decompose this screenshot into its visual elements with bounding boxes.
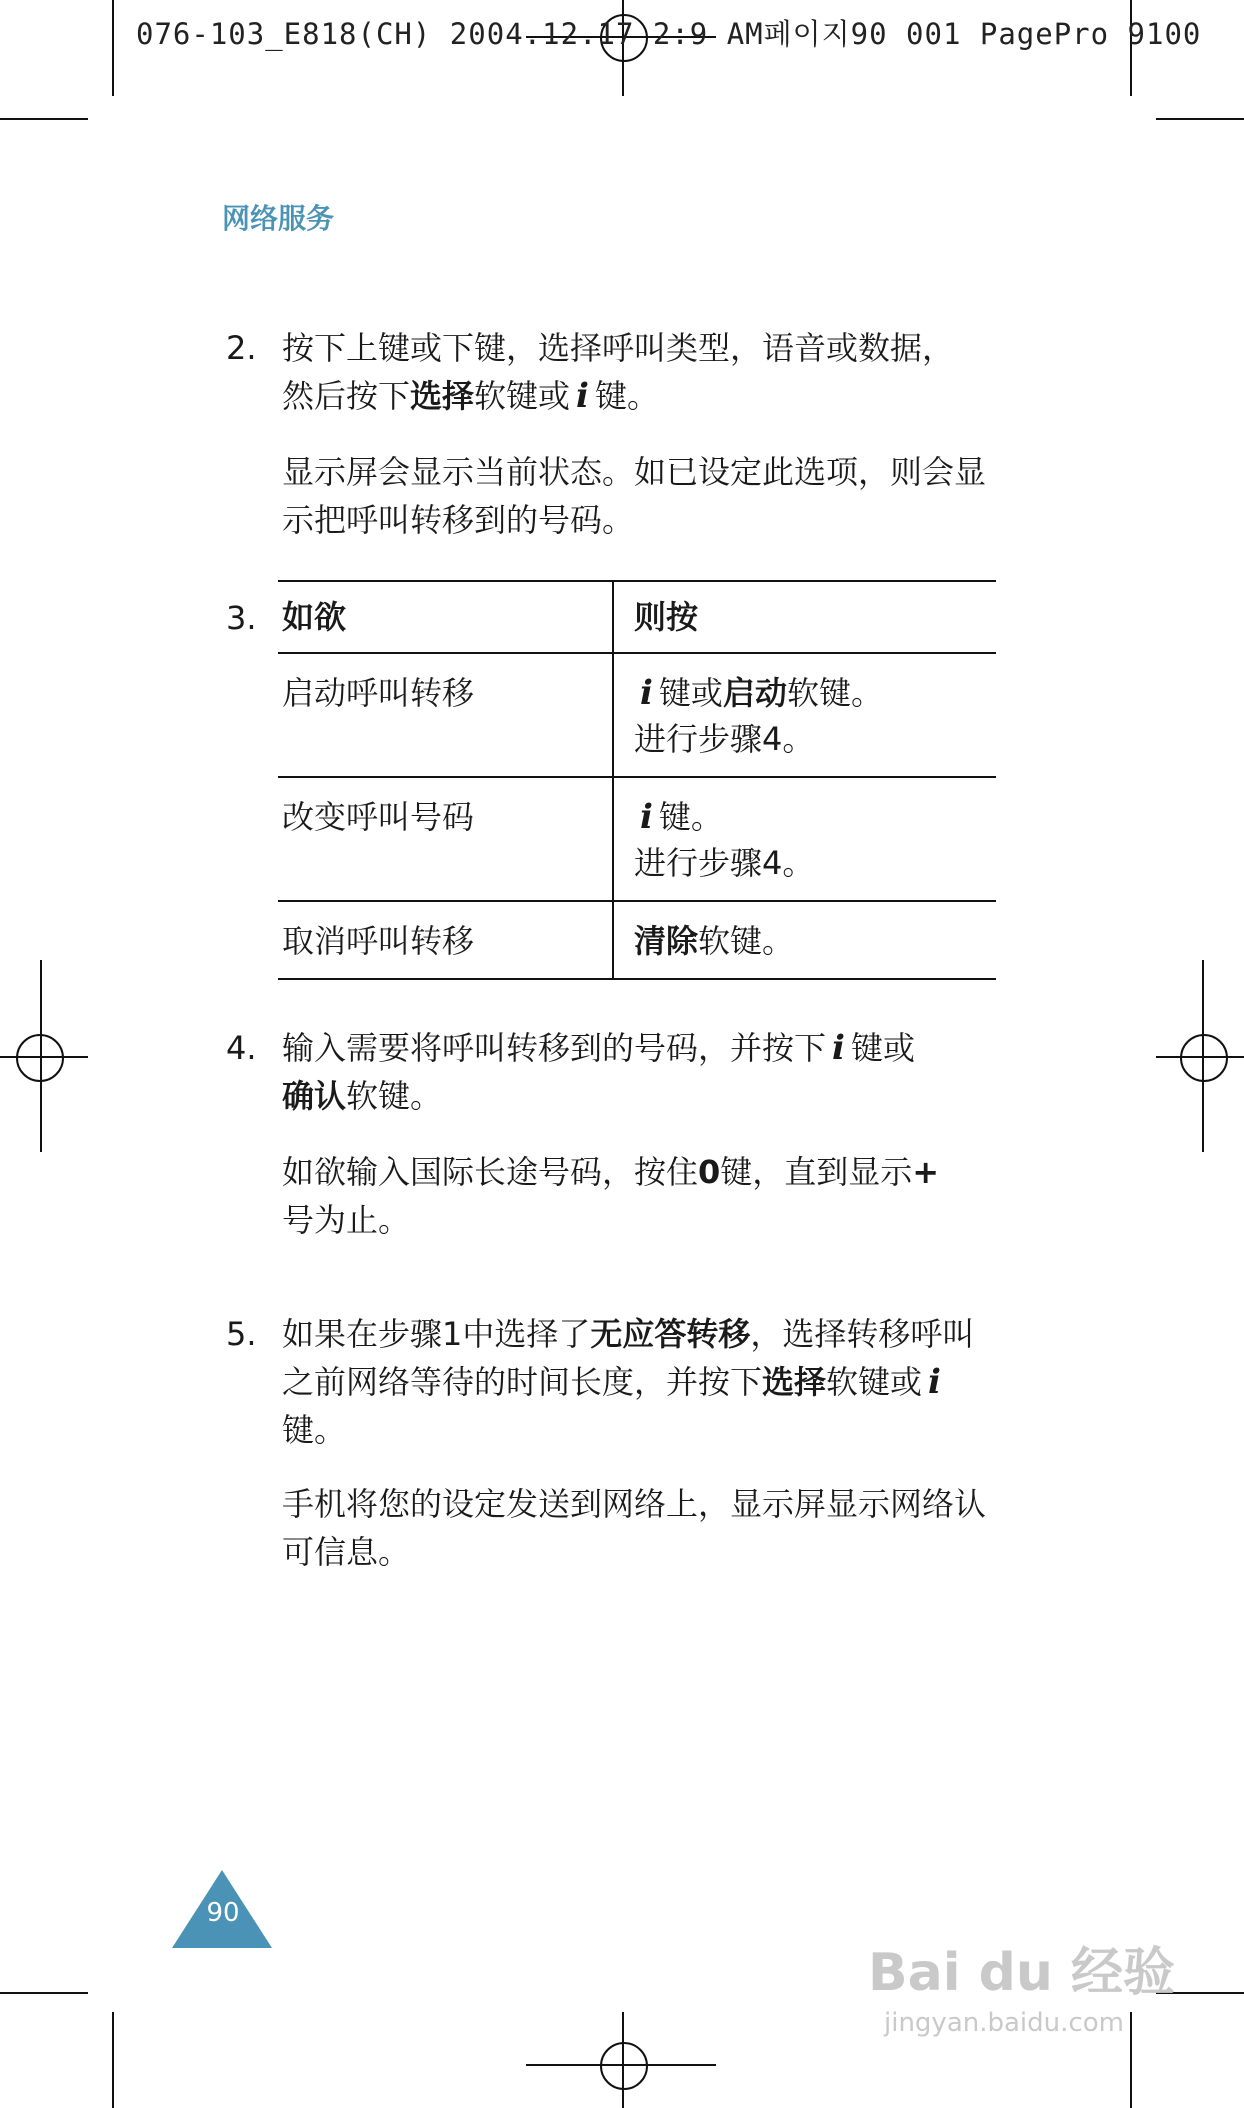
table-row	[278, 901, 996, 979]
watermark-logo: Bai du 经验	[868, 1943, 1175, 2003]
cell-text: 软键。	[698, 922, 795, 960]
registration-circle	[598, 2040, 650, 2092]
crop-mark	[112, 0, 114, 96]
crop-mark	[1130, 2012, 1132, 2108]
step2-text	[282, 324, 1002, 420]
watermark-url: jingyan.baidu.com	[884, 2008, 1124, 2038]
step5-text-b: ，选择转移呼叫之前网络等待的时间长度，并按下	[282, 1315, 975, 1401]
step-number: 3.	[226, 599, 257, 637]
page-number: 90	[206, 1898, 240, 1928]
table-cell	[613, 777, 996, 901]
step4-text-a: 输入需要将呼叫转移到的号码，并按下	[282, 1029, 827, 1067]
step-number: 5.	[226, 1315, 257, 1353]
step4-text	[282, 1024, 1002, 1120]
table-cell	[613, 901, 996, 979]
table-header-cell: 则按	[613, 581, 996, 653]
section-title: 网络服务	[222, 202, 335, 235]
step-number: 4.	[226, 1029, 257, 1067]
step2-text-a: 然后按下	[282, 377, 411, 415]
table-cell: 取消呼叫转移	[278, 901, 613, 979]
select-key-label: 选择	[410, 377, 475, 415]
table-row	[278, 653, 996, 777]
table-header-row	[278, 581, 996, 653]
step5-text-c: 软键或	[826, 1363, 923, 1401]
registration-circle	[14, 1032, 66, 1084]
crop-mark	[112, 2012, 114, 2108]
step4-note-a: 如欲输入国际长途号码，按住	[282, 1153, 699, 1191]
options-table	[278, 580, 996, 980]
registration-circle	[1178, 1032, 1230, 1084]
step5-text-d: 键。	[282, 1411, 347, 1449]
info-key-icon: i	[832, 1028, 845, 1068]
step2-line1: 按下上键或下键，选择呼叫类型，语音或数据，	[282, 329, 955, 367]
step2-note: 显示屏会显示当前状态。如已设定此选项，则会显示把呼叫转移到的号码。	[282, 453, 987, 539]
cell-text: 软键。	[786, 674, 883, 712]
cell-text: 进行步骤4。	[634, 844, 815, 882]
plus-sign: +	[912, 1153, 940, 1191]
info-key-icon: i	[576, 376, 589, 416]
table-row	[278, 777, 996, 901]
info-key-icon: i	[928, 1362, 941, 1402]
step2-text-b: 软键或	[474, 377, 571, 415]
confirm-key-label: 确认	[282, 1077, 347, 1115]
table-header-cell: 如欲	[278, 581, 613, 653]
step4-note	[282, 1148, 1002, 1244]
step5-note: 手机将您的设定发送到网络上，显示屏显示网络认可信息。	[282, 1485, 987, 1571]
select-key-label: 选择	[762, 1363, 827, 1401]
crop-mark	[1156, 118, 1244, 120]
step4-text-c: 软键。	[346, 1077, 443, 1115]
table-cell: 改变呼叫号码	[278, 777, 613, 901]
cell-text: 进行步骤4。	[634, 720, 815, 758]
cell-text: 键。	[658, 798, 723, 836]
step4-note-c: 号为止。	[282, 1201, 411, 1239]
zero-key-label: 0	[698, 1153, 721, 1191]
cell-text: 键或	[658, 674, 723, 712]
step4-note-b: 键，直到显示	[720, 1153, 913, 1191]
info-key-icon: i	[640, 673, 653, 713]
crop-mark	[0, 118, 88, 120]
table-cell	[613, 653, 996, 777]
step4-text-b: 键或	[850, 1029, 915, 1067]
print-header: 076-103_E818(CH) 2004.12.17 2:9 AM페이지90 001 PagePro 9100	[136, 17, 1202, 51]
cell-bold-text: 启动	[722, 674, 787, 712]
step5-text-a: 如果在步骤1中选择了	[282, 1315, 591, 1353]
step5-text	[282, 1310, 1002, 1454]
table-cell: 启动呼叫转移	[278, 653, 613, 777]
crop-mark	[0, 1992, 88, 1994]
no-answer-forward-label: 无应答转移	[590, 1315, 751, 1353]
step-number: 2.	[226, 329, 257, 367]
cell-bold-text: 清除	[634, 922, 699, 960]
step2-text-c: 键。	[594, 377, 659, 415]
info-key-icon: i	[640, 797, 653, 837]
